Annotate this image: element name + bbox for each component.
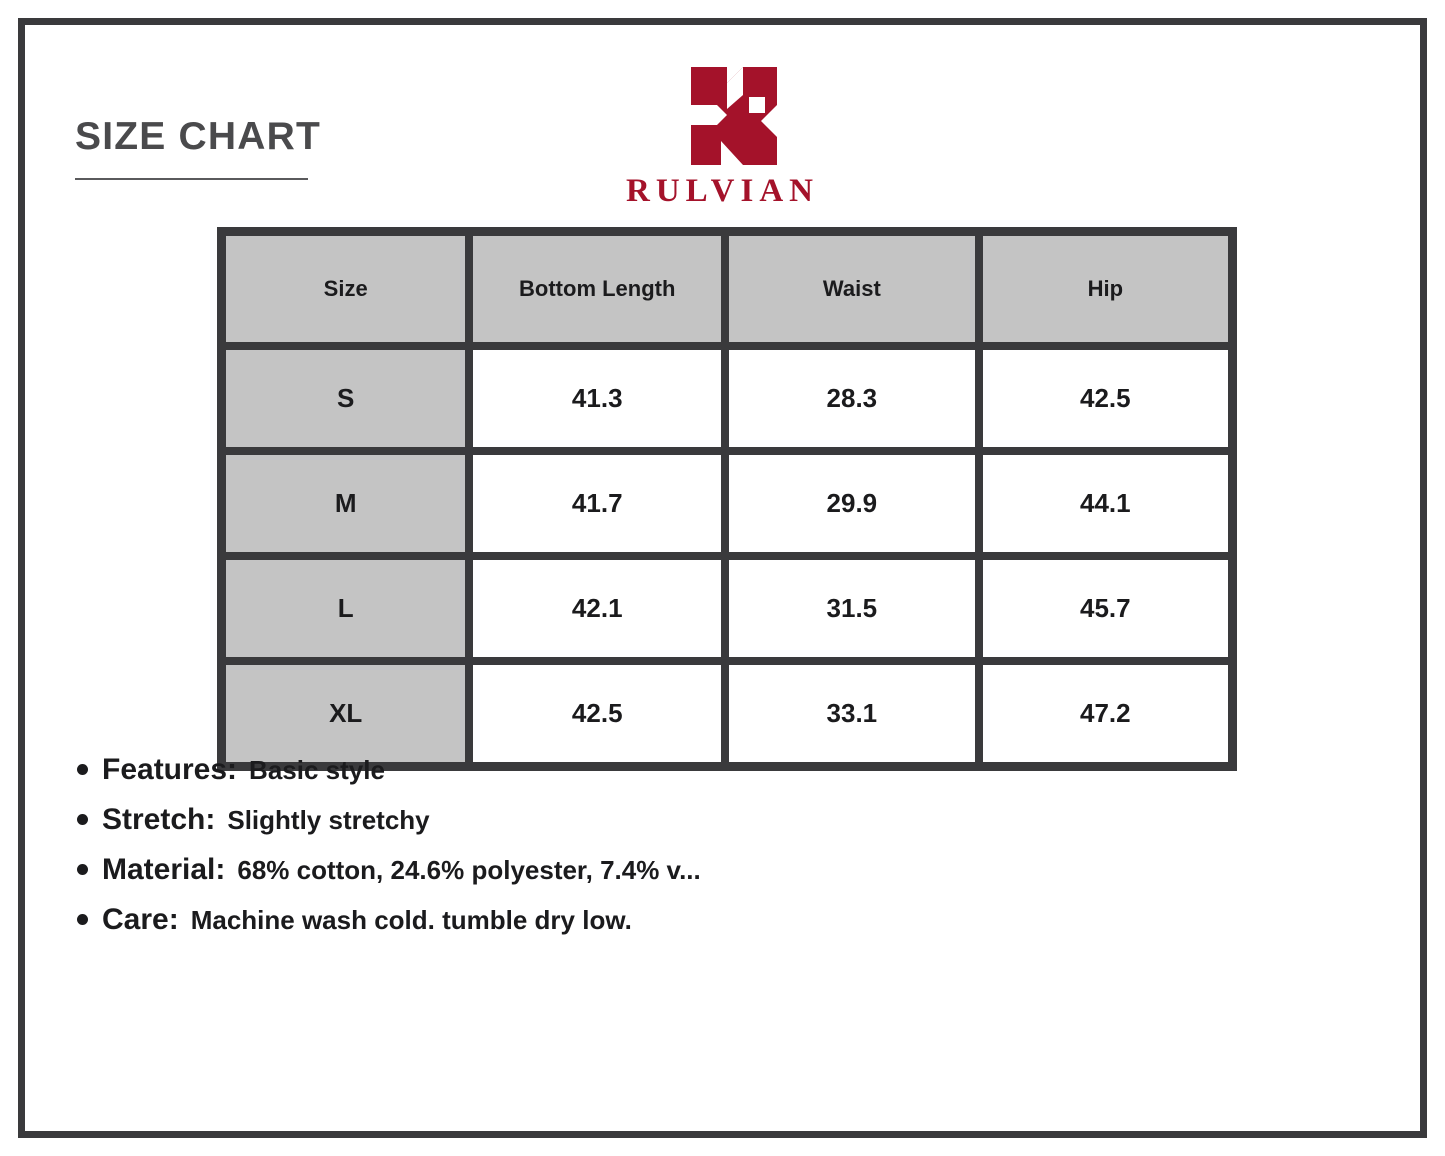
note-label-care: Care: <box>102 903 179 936</box>
cell-bottom-length: 41.7 <box>469 451 725 556</box>
note-value-stretch: Slightly stretchy <box>227 805 430 835</box>
cell-bottom-length: 42.5 <box>469 661 725 766</box>
header <box>25 25 1420 215</box>
cell-hip: 47.2 <box>979 661 1232 766</box>
size-chart-table <box>217 227 1237 771</box>
notes-list <box>77 753 1277 953</box>
list-item <box>77 753 1277 787</box>
cell-hip: 42.5 <box>979 346 1232 451</box>
rulvian-r-monogram-icon <box>665 63 781 169</box>
note-label-features: Features: <box>102 753 238 786</box>
table-head <box>222 232 1232 346</box>
size-table-wrap <box>217 227 1237 771</box>
table-row <box>222 556 1232 661</box>
page-inner <box>25 25 1420 1131</box>
brand-block <box>25 63 1420 210</box>
cell-hip: 44.1 <box>979 451 1232 556</box>
cell-waist: 28.3 <box>725 346 978 451</box>
cell-bottom-length: 41.3 <box>469 346 725 451</box>
cell-size: L <box>222 556 469 661</box>
bullet-icon <box>77 764 88 775</box>
cell-hip: 45.7 <box>979 556 1232 661</box>
note-label-material: Material: <box>102 853 226 886</box>
note-value-features: Basic style <box>249 755 385 785</box>
table-row <box>222 661 1232 766</box>
note-label-stretch: Stretch: <box>102 803 216 836</box>
page-title: SIZE CHART <box>75 115 321 158</box>
note-value-care: Machine wash cold. tumble dry low. <box>190 905 632 935</box>
page-border-frame <box>18 18 1427 1138</box>
cell-bottom-length: 42.1 <box>469 556 725 661</box>
table-body <box>222 346 1232 766</box>
cell-waist: 31.5 <box>725 556 978 661</box>
list-item <box>77 803 1277 837</box>
cell-waist: 29.9 <box>725 451 978 556</box>
column-header-waist: Waist <box>725 232 978 346</box>
brand-name: RULVIAN <box>626 173 819 209</box>
list-item <box>77 903 1277 937</box>
table-row <box>222 346 1232 451</box>
list-item <box>77 853 1277 887</box>
cell-size: XL <box>222 661 469 766</box>
cell-waist: 33.1 <box>725 661 978 766</box>
bullet-icon <box>77 864 88 875</box>
cell-size: M <box>222 451 469 556</box>
table-row <box>222 451 1232 556</box>
bullet-icon <box>77 814 88 825</box>
cell-size: S <box>222 346 469 451</box>
column-header-size: Size <box>222 232 469 346</box>
table-header-row <box>222 232 1232 346</box>
column-header-hip: Hip <box>979 232 1232 346</box>
note-value-material: 68% cotton, 24.6% polyester, 7.4% v... <box>237 855 701 885</box>
bullet-icon <box>77 914 88 925</box>
column-header-bottom-length: Bottom Length <box>469 232 725 346</box>
